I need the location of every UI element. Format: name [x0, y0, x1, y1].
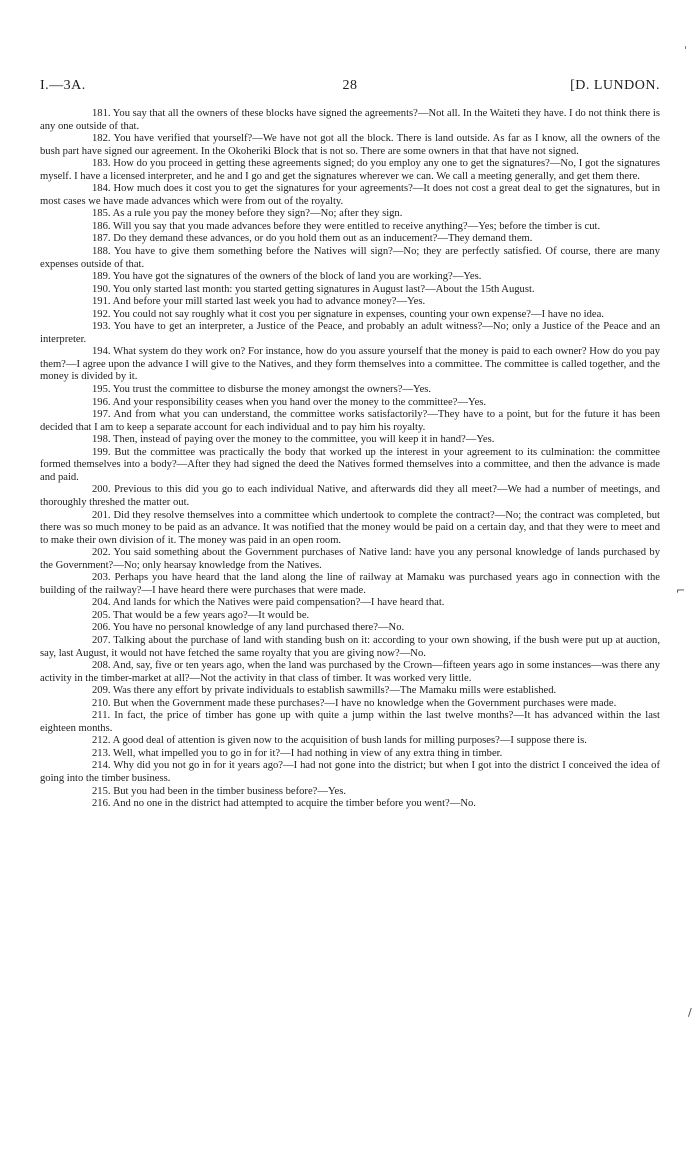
margin-mark: /	[688, 1006, 692, 1019]
paragraph: 203. Perhaps you have heard that the land along the line of railway at Mamaku was purchased years ago in connection with the building of the railway?—I have heard there were purchases that were made.	[40, 572, 660, 596]
paragraph: 182. You have verified that yourself?—We have not got all the block. There is land outside. As far as I know, all the owners of the bush part have signed our agreement. In the Okoheriki Block that is not so. There are some owners in that that have not signed.	[40, 133, 660, 157]
margin-mark: ˈ	[684, 44, 688, 57]
paragraph: 205. That would be a few years ago?—It would be.	[92, 609, 310, 621]
paragraph: 207. Talking about the purchase of land with standing bush on it: according to your own showing, if the bush were put up at auction, say, last August, it would not have fetched the same royalty that you are giving now?—No.	[40, 634, 660, 659]
paragraph: 200. Previous to this did you go to each individual Native, and afterwards did they all meet?—We had a number of meetings, and thoroughly threshed the matter out.	[40, 484, 660, 508]
paragraph: 183. How do you proceed in getting these agreements signed; do you employ any one to get the signatures?—No, I got the signatures myself. I have a licensed interpreter, and he and I go and get the signatures wherever we can. We call a meeting generally, and get them there.	[40, 158, 660, 182]
paragraph: 213. Well, what impelled you to go in for it?—I had nothing in view of any extra thing in timber.	[92, 747, 503, 759]
paragraph: 201. Did they resolve themselves into a committee which undertook to complete the contract?—No; the contract was completed, but there was so much money to be paid as an advance. It was notified that the money would be paid on a certain day, and that they were to meet and to make their own division of it. The money was paid in an open room.	[40, 509, 660, 546]
paragraph: 185. As a rule you pay the money before they sign?—No; after they sign.	[92, 208, 403, 220]
paragraph: 204. And lands for which the Natives were paid compensation?—I have heard that.	[92, 597, 445, 609]
paragraph: 208. And, say, five or ten years ago, when the land was purchased by the Crown—fifteen years ago in some instances—was there any activity in the timber-market at all?—Not the activity in that class of timber. It was worked very little.	[40, 660, 660, 684]
page-number: 28	[342, 78, 358, 93]
paragraph: 191. And before your mill started last week you had to advance money?—Yes.	[92, 296, 426, 308]
paragraph: 189. You have got the signatures of the owners of the block of land you are working?—Yes.	[92, 271, 482, 283]
paragraph: 198. Then, instead of paying over the money to the committee, you will keep it in hand?—Yes.	[92, 434, 495, 446]
paragraph: 193. You have to get an interpreter, a Justice of the Peace, and probably an adult witness?—No; only a Justice of the Peace and an interpreter.	[40, 321, 660, 345]
page-header	[40, 78, 660, 98]
paragraph: 214. Why did you not go in for it years ago?—I had not gone into the district; but when I got into the district I conceived the idea of going into the timber business.	[40, 760, 660, 784]
paragraph: 215. But you had been in the timber business before?—Yes.	[92, 785, 347, 797]
paragraph: 181. You say that all the owners of these blocks have signed the agreements?—Not all. In the Waiteti they have. I do not think there is any one outside of that.	[40, 108, 660, 132]
paragraph: 187. Do they demand these advances, or do you hold them out as an inducement?—They demand them.	[92, 233, 533, 245]
paragraph: 184. How much does it cost you to get the signatures for your agreements?—It does not cost a great deal to get the signatures, but in most cases we have made advances which were from out of the royalty.	[40, 183, 660, 207]
margin-mark: ⌐	[676, 584, 686, 597]
paragraph: 195. You trust the committee to disburse the money amongst the owners?—Yes.	[92, 384, 432, 396]
paragraph: 188. You have to give them something before the Natives will sign?—No; they are perfectly satisfied. Of course, there are many expenses outside of that.	[40, 246, 660, 270]
paragraph: 202. You said something about the Government purchases of Native land: have you any personal knowledge of lands purchased by the Government?—No; only hearsay knowledge from the Natives.	[40, 547, 660, 571]
paper-reference: I.—3A.	[40, 78, 86, 93]
evidence-text	[40, 108, 660, 811]
paragraph: 211. In fact, the price of timber has gone up with quite a jump within the last twelve months?—It has advanced within the last eighteen months.	[40, 710, 660, 734]
paragraph: 212. A good deal of attention is given now to the acquisition of bush lands for milling purposes?—I suppose there is.	[92, 735, 587, 747]
paragraph: 190. You only started last month: you started getting signatures in August last?—About the 15th August.	[92, 283, 535, 295]
paragraph: 196. And your responsibility ceases when you hand over the money to the committee?—Yes.	[92, 396, 487, 408]
paragraph: 194. What system do they work on? For instance, how do you assure yourself that the money is paid to each owner? How do you pay them?—I agree upon the advance I will give to the Natives, and they form themselves into a committee. The committee is called together, and the money is divided by it.	[40, 346, 660, 383]
paragraph: 197. And from what you can understand, the committee works satisfactorily?—They have to a point, but for the future it has been decided that I am to keep a separate account for each individual and to pay him his royalty.	[40, 409, 660, 433]
paragraph: 209. Was there any effort by private individuals to establish sawmills?—The Mamaku mills were established.	[92, 685, 557, 697]
witness-name: [D. LUNDON.	[570, 78, 660, 93]
paragraph: 216. And no one in the district had attempted to acquire the timber before you went?—No.	[92, 798, 476, 810]
paragraph: 186. Will you say that you made advances before they were entitled to receive anything?—Yes; before the timber is cut.	[92, 220, 601, 232]
paragraph: 199. But the committee was practically the body that worked up the interest in your agreement to its culmination: the committee formed themselves into a body?—After they had signed the deed the Natives formed themselves into a committee, and then the advance is made and paid.	[40, 446, 660, 483]
paragraph: 206. You have no personal knowledge of any land purchased there?—No.	[92, 622, 405, 634]
paragraph: 192. You could not say roughly what it cost you per signature in expenses, counting your own expense?—I have no idea.	[92, 308, 604, 320]
paragraph: 210. But when the Government made these purchases?—I have no knowledge when the Government purchases were made.	[92, 697, 617, 709]
